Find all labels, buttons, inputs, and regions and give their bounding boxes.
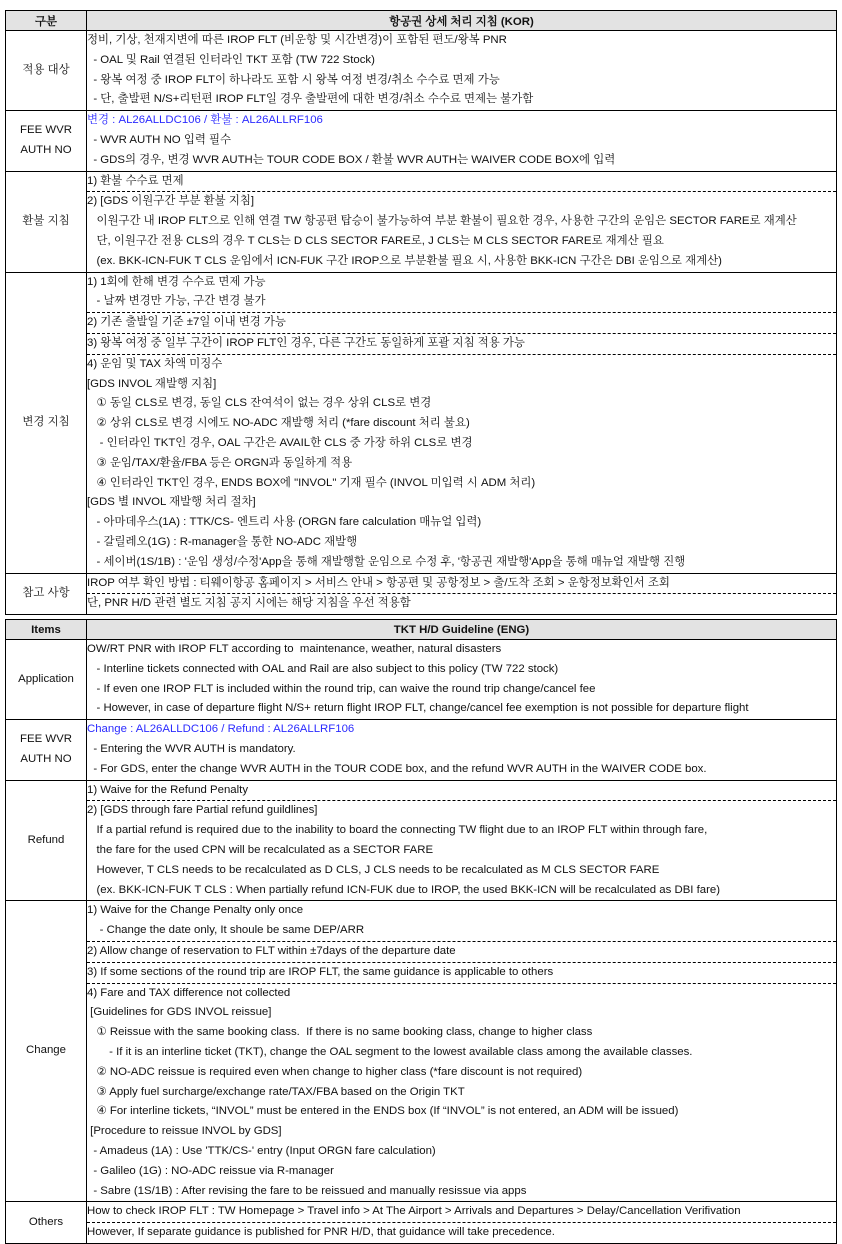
guideline-line: - 세이버(1S/1B) : '운임 생성/수정'App을 통해 재발행할 운임으로 수정 후, '항공권 재발행'App을 통해 매뉴얼 재발행 진행 [87,555,686,568]
guideline-line: 단, PNR H/D 관련 별도 지침 공지 시에는 해당 지침을 우선 적용함 [87,597,411,610]
guideline-line: - Entering the WVR AUTH is mandatory. [87,742,296,755]
section-label: FEE WVR AUTH NO [6,720,87,780]
guideline-line: 2) 기존 출발일 기준 ±7일 이내 변경 가능 [87,316,286,329]
guideline-line: 2) [GDS 이원구간 부분 환불 지침] [87,195,254,208]
guideline-line: [Guidelines for GDS INVOL reissue] [87,1006,272,1019]
section-row [6,901,837,1202]
guideline-line: - Sabre (1S/1B) : After revising the fare to be reissued and manually resissue via apps [87,1184,527,1197]
section-content [87,720,837,780]
guideline-line: - Galileo (1G) : NO-ADC reissue via R-manager [87,1164,334,1177]
guideline-line: 2) Allow change of reservation to FLT within ±7days of the departure date [87,944,456,957]
section-label: Application [6,640,87,720]
guideline-line: - However, in case of departure flight N/S+ return flight IROP FLT, change/cancel fee exemption is not possible for departure flight [87,702,749,715]
section-label: Others [6,1202,87,1244]
section-content [87,272,837,573]
guideline-line: - Change the date only, It shoule be same DEP/ARR [87,924,365,937]
section-row [6,272,837,573]
guideline-line: - OAL 및 Rail 연결된 인터라인 TKT 포함 (TW 722 Stock) [87,53,375,66]
guideline-line: (ex. BKK-ICN-FUK T CLS : When partially refund ICN-FUK due to IROP, the used BKK-ICN will be recalculated as DBI fare) [87,883,721,896]
guideline-block [87,191,836,271]
section-content [87,780,837,901]
guideline-block [87,720,836,779]
column-header-title: 항공권 상세 처리 지침 (KOR) [87,11,837,31]
guideline-line: OW/RT PNR with IROP FLT according to maintenance, weather, natural disasters [87,643,502,655]
guideline-line: 2) [GDS through fare Partial refund guildlines] [87,804,318,817]
guideline-block [87,312,836,333]
guideline-line: 1) 1회에 한해 변경 수수료 면제 가능 [87,275,266,288]
guideline-block [87,593,836,614]
guideline-line: ① Reissue with the same booking class. If there is no same booking class, change to higher class [87,1026,593,1039]
guideline-block [87,1202,836,1222]
guideline-line: IROP 여부 확인 방법 : 티웨이항공 홈페이지 > 서비스 안내 > 항공편 및 공항정보 > 출/도착 조회 > 운항정보확인서 조회 [87,576,670,589]
guideline-line: [GDS 별 INVOL 재발행 처리 절차] [87,496,256,509]
guideline-block [87,901,836,941]
section-content [87,573,837,615]
section-row [6,111,837,171]
guideline-line: 1) 환불 수수료 면제 [87,174,184,187]
guideline-line: - 단, 출발편 N/S+리턴편 IROP FLT일 경우 출발편에 대한 변경/취소 수수료 면제는 불가함 [87,93,534,106]
guideline-line: [GDS INVOL 재발행 지침] [87,377,217,390]
waiver-code-line: Change : AL26ALLDC106 / Refund : AL26ALLRF106 [87,723,355,736]
eng-guideline-table [5,619,837,1244]
column-header-item: Items [6,620,87,640]
guideline-line: - For GDS, enter the change WVR AUTH in the TOUR CODE box, and the refund WVR AUTH in the WAIVER CODE box. [87,762,707,775]
guideline-block [87,962,836,983]
guideline-line: - Interline tickets connected with OAL and Rail are also subject to this policy (TW 722 stock) [87,662,559,675]
guideline-line: - 인터라인 TKT인 경우, OAL 구간은 AVAIL한 CLS 중 가장 하위 CLS로 변경 [87,436,473,449]
kor-guideline-table [5,10,837,615]
guideline-line: - WVR AUTH NO 입력 필수 [87,133,231,146]
section-label: 적용 대상 [6,31,87,111]
guideline-block [87,354,836,573]
section-label: 변경 지침 [6,272,87,573]
guideline-line: - 날짜 변경만 가능, 구간 변경 불가 [87,295,266,308]
section-row [6,171,837,272]
guideline-block [87,941,836,962]
section-label: 환불 지침 [6,171,87,272]
guideline-line: - GDS의 경우, 변경 WVR AUTH는 TOUR CODE BOX / 환불 WVR AUTH는 WAIVER CODE BOX에 입력 [87,153,616,166]
column-header-item: 구분 [6,11,87,31]
guideline-line: 1) Waive for the Refund Penalty [87,783,249,796]
guideline-line: However, If separate guidance is published for PNR H/D, that guidance will take precedence. [87,1226,555,1239]
section-label: 참고 사항 [6,573,87,615]
guideline-line: 이원구간 내 IROP FLT으로 인해 연결 TW 항공편 탑승이 불가능하여 부분 환불이 필요한 경우, 사용한 구간의 운임은 SECTOR FARE로 재계산 [87,215,797,228]
guideline-line: 3) If some sections of the round trip are IROP FLT, the same guidance is applicable to others [87,965,554,978]
guideline-line: ③ 운임/TAX/환율/FBA 등은 ORGN과 동일하게 적용 [87,456,353,469]
guideline-block [87,333,836,354]
section-row [6,720,837,780]
guideline-line: - Amadeus (1A) : Use 'TTK/CS-' entry (Input ORGN fare calculation) [87,1144,436,1157]
section-content [87,171,837,272]
guideline-line: 1) Waive for the Change Penalty only once [87,904,304,917]
section-row [6,573,837,615]
guideline-line: ③ Apply fuel surcharge/exchange rate/TAX/FBA based on the Origin TKT [87,1085,465,1098]
guideline-line: - If it is an interline ticket (TKT), change the OAL segment to the lowest available class among the available classes. [87,1045,693,1058]
guideline-block [87,31,836,110]
section-content [87,901,837,1202]
guideline-block [87,781,836,801]
guideline-line: the fare for the used CPN will be recalculated as a SECTOR FARE [87,843,434,856]
section-content [87,31,837,111]
guideline-block [87,800,836,900]
section-label: Refund [6,780,87,901]
section-label: Change [6,901,87,1202]
waiver-code-line: 변경 : AL26ALLDC106 / 환불 : AL26ALLRF106 [87,114,323,127]
guideline-block [87,1222,836,1243]
guideline-line: If a partial refund is required due to the inability to board the connecting TW flight due to an IROP FLT within through fare, [87,824,708,837]
section-row [6,640,837,720]
guideline-line: 4) Fare and TAX difference not collected [87,986,291,999]
guideline-line: (ex. BKK-ICN-FUK T CLS 운임에서 ICN-FUK 구간 IROP으로 부분환불 필요 시, 사용한 BKK-ICN 구간은 DBI 운임으로 재계산) [87,254,722,267]
guideline-block [87,983,836,1202]
section-content [87,640,837,720]
section-label: FEE WVR AUTH NO [6,111,87,171]
guideline-block [87,172,836,192]
guideline-line: 정비, 기상, 천재지변에 따른 IROP FLT (비운항 및 시간변경)이 포함된 편도/왕복 PNR [87,34,507,46]
guideline-line: ① 동일 CLS로 변경, 동일 CLS 잔여석이 없는 경우 상위 CLS로 변경 [87,397,432,410]
section-content [87,1202,837,1244]
guideline-line: ④ For interline tickets, “INVOL” must be entered in the ENDS box (If “INVOL” is not entered, an ADM will be issued) [87,1105,679,1118]
guideline-line: ② 상위 CLS로 변경 시에도 NO-ADC 재발행 처리 (*fare discount 처리 불요) [87,417,470,430]
guideline-line: ② NO-ADC reissue is required even when change to higher class (*fare discount is not required) [87,1065,583,1078]
guideline-line: [Procedure to reissue INVOL by GDS] [87,1125,282,1138]
guideline-line: ④ 인터라인 TKT인 경우, ENDS BOX에 "INVOL" 기재 필수 (INVOL 미입력 시 ADM 처리) [87,476,536,489]
section-row [6,1202,837,1244]
guideline-line: However, T CLS needs to be recalculated as D CLS, J CLS needs to be recalculated as M CLS SECTOR FARE [87,863,660,876]
guideline-line: 4) 운임 및 TAX 차액 미징수 [87,357,223,370]
guideline-line: 단, 이원구간 전용 CLS의 경우 T CLS는 D CLS SECTOR FARE로, J CLS는 M CLS SECTOR FARE로 재계산 필요 [87,234,664,247]
section-row [6,780,837,901]
guideline-block [87,640,836,719]
guideline-line: - 아마데우스(1A) : TTK/CS- 엔트리 사용 (ORGN fare calculation 매뉴얼 입력) [87,516,482,529]
guideline-line: How to check IROP FLT : TW Homepage > Travel info > At The Airport > Arrivals and Departures > Delay/Cancellation Verifivation [87,1205,741,1218]
guideline-line: 3) 왕복 여정 중 일부 구간이 IROP FLT인 경우, 다른 구간도 동일하게 포괄 지침 적용 가능 [87,336,525,349]
guideline-block [87,273,836,313]
guideline-line: - 왕복 여정 중 IROP FLT이 하나라도 포함 시 왕복 여정 변경/취소 수수료 면제 가능 [87,73,500,86]
guideline-line: - If even one IROP FLT is included within the round trip, can waive the round trip change/cancel fee [87,682,596,695]
guideline-block [87,574,836,594]
column-header-title: TKT H/D Guideline (ENG) [87,620,837,640]
guideline-line: - 갈릴레오(1G) : R-manager을 통한 NO-ADC 재발행 [87,535,358,548]
section-content [87,111,837,171]
guideline-block [87,111,836,170]
section-row [6,31,837,111]
